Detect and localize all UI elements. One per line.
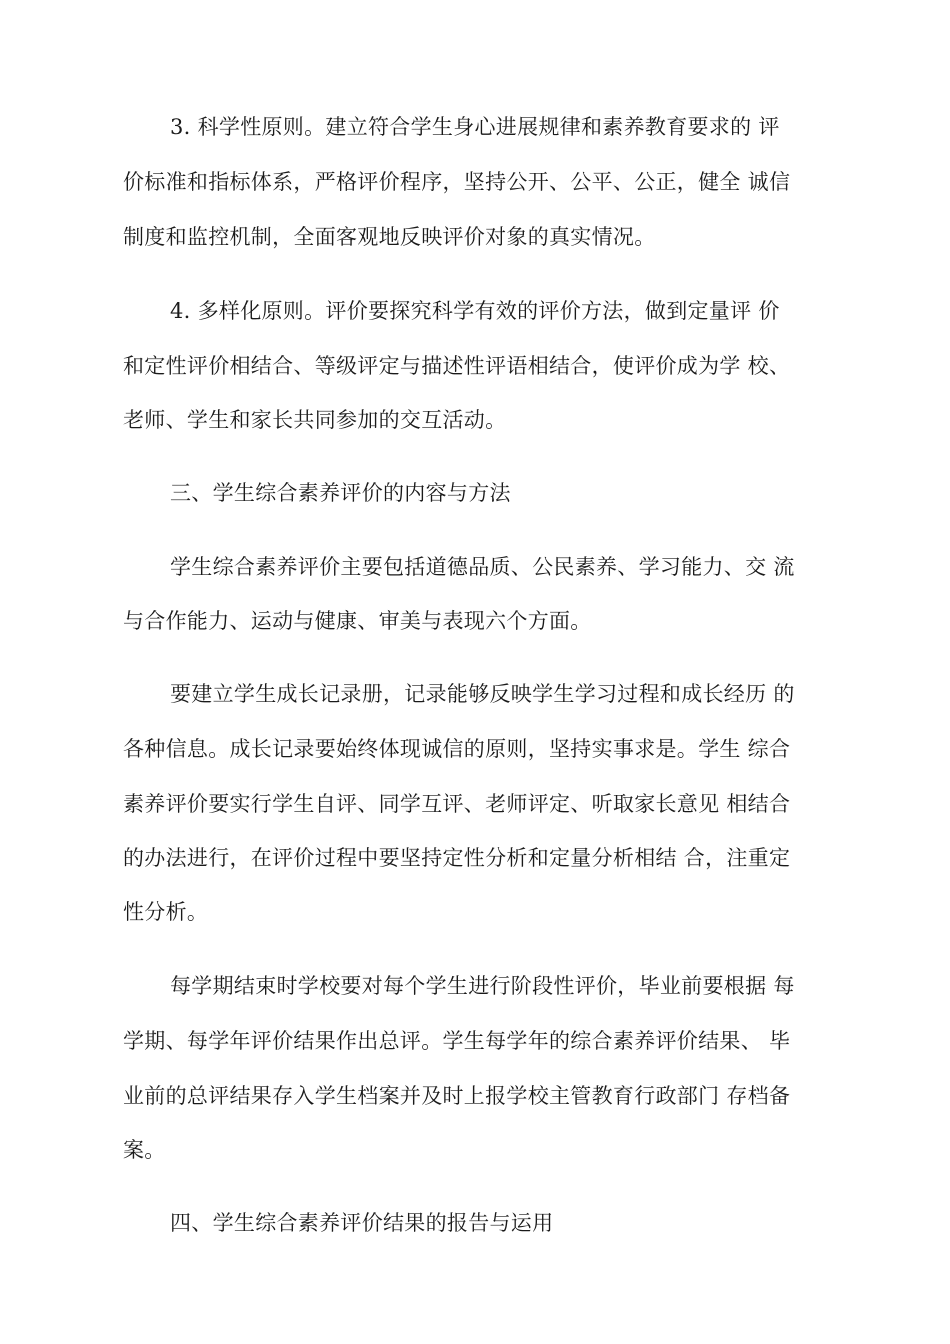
paragraph-principle-3-line-2: 价标准和指标体系，严格评价程序，坚持公开、公平、公正，健全 诚信: [123, 170, 791, 194]
paragraph-semester-evaluation-line-4: 案。: [123, 1138, 166, 1162]
paragraph-principle-4-line-3: 老师、学生和家长共同参加的交互活动。: [123, 408, 507, 432]
section-heading-3: 三、学生综合素养评价的内容与方法: [170, 481, 511, 505]
paragraph-principle-3-line-3: 制度和监控机制，全面客观地反映评价对象的真实情况。: [123, 225, 656, 249]
paragraph-growth-record-line-2: 各种信息。成长记录要始终体现诚信的原则，坚持实事求是。学生 综合: [123, 737, 791, 761]
paragraph-principle-4-line-2: 和定性评价相结合、等级评定与描述性评语相结合，使评价成为学 校、: [123, 354, 791, 378]
paragraph-content-aspects-line-2: 与合作能力、运动与健康、审美与表现六个方面。: [123, 609, 592, 633]
paragraph-content-aspects-line-1: 学生综合素养评价主要包括道德品质、公民素养、学习能力、交 流: [170, 555, 795, 579]
paragraph-semester-evaluation-line-1: 每学期结束时学校要对每个学生进行阶段性评价，毕业前要根据 每: [170, 974, 795, 998]
paragraph-principle-3-line-1: 3. 科学性原则。建立符合学生身心进展规律和素养教育要求的 评: [170, 115, 780, 139]
paragraph-semester-evaluation-line-3: 业前的总评结果存入学生档案并及时上报学校主管教育行政部门 存档备: [123, 1084, 791, 1108]
section-heading-4: 四、学生综合素养评价结果的报告与运用: [170, 1211, 554, 1235]
paragraph-growth-record-line-4: 的办法进行，在评价过程中要坚持定性分析和定量分析相结 合，注重定: [123, 846, 791, 870]
paragraph-principle-4-line-1: 4. 多样化原则。评价要探究科学有效的评价方法，做到定量评 价: [170, 299, 780, 323]
paragraph-growth-record-line-1: 要建立学生成长记录册，记录能够反映学生学习过程和成长经历 的: [170, 682, 795, 706]
paragraph-semester-evaluation-line-2: 学期、每学年评价结果作出总评。学生每学年的综合素养评价结果、 毕: [123, 1029, 791, 1053]
paragraph-growth-record-line-5: 性分析。: [123, 900, 209, 924]
paragraph-growth-record-line-3: 素养评价要实行学生自评、同学互评、老师评定、听取家长意见 相结合: [123, 792, 791, 816]
